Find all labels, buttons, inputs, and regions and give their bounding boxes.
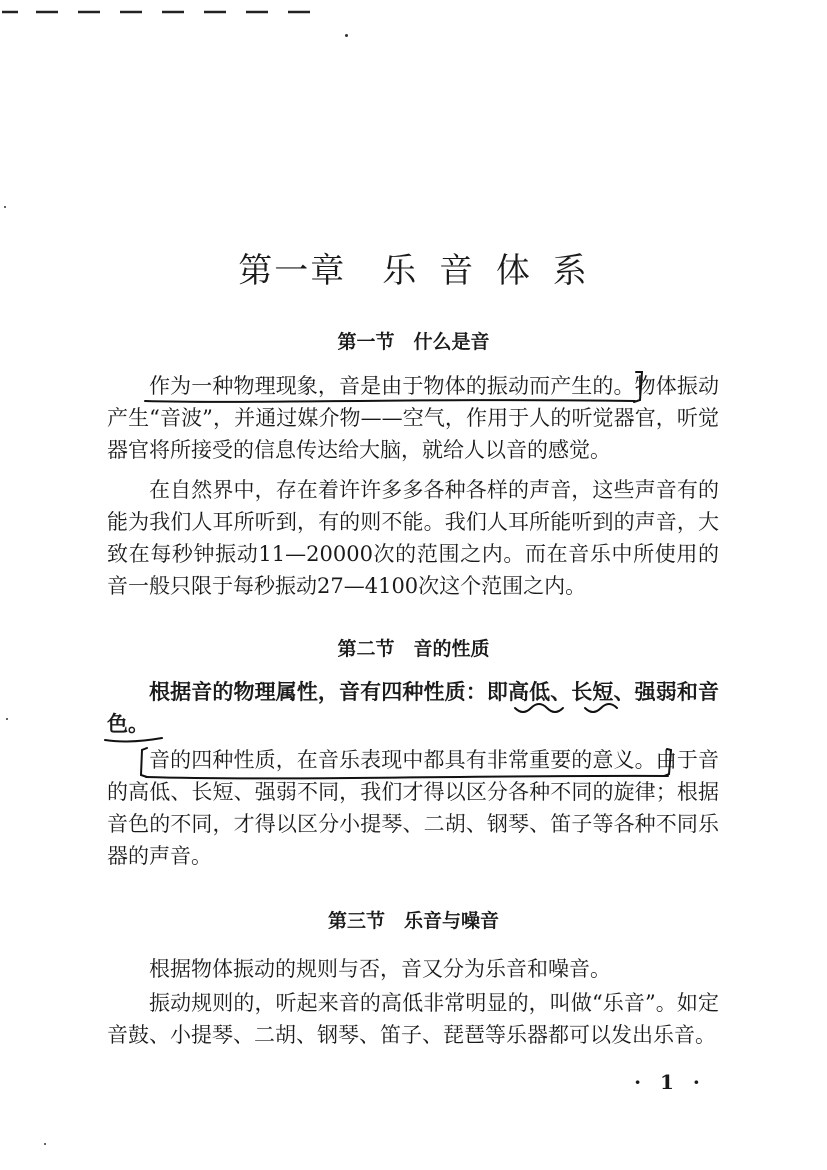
section-2-paragraph-1: 根据音的物理属性，音有四种性质：即高低、长短、强弱和音色。 <box>107 679 719 736</box>
top-dash-artifact <box>0 0 340 18</box>
section-3-paragraph-2: 振动规则的，听起来音的高低非常明显的，叫做“乐音”。如定音鼓、小提琴、二胡、钢琴、笛子、琵琶等乐器都可以发出乐音。 <box>107 991 719 1047</box>
scan-speck <box>4 206 6 208</box>
section-2-paragraph-2: 音的四种性质，在音乐表现中都具有非常重要的意义。由于音的高低、长短、强弱不同，我们才得以区分各种不同的旋律；根据音色的不同，才得以区分小提琴、二胡、钢琴、笛子等各种不同乐器的声音。 <box>107 748 719 868</box>
page-number: · 1 · <box>634 1070 706 1094</box>
scan-speck <box>6 718 8 720</box>
section-3-paragraph-1: 根据物体振动的规则与否，音又分为乐音和噪音。 <box>149 957 611 981</box>
scan-speck <box>345 34 348 37</box>
section-title-3: 第三节 乐音与噪音 <box>327 910 499 932</box>
section-title-1: 第一节 什么是音 <box>337 331 490 353</box>
section-title-2: 第二节 音的性质 <box>337 638 490 660</box>
section-1-paragraph-2: 在自然界中，存在着许许多多各种各样的声音，这些声音有的能为我们人耳所听到，有的则不能。我们人耳所能听到的声音，大致在每秒钟振动11—20000次的范围之内。而在音乐中所使用的音一般只限于每秒振动27—4100次这个范围之内。 <box>107 478 719 598</box>
scan-speck <box>44 1143 46 1145</box>
section-1-paragraph-1: 作为一种物理现象，音是由于物体的振动而产生的。物体振动产生“音波”，并通过媒介物——空气，作用于人的听觉器官，听觉器官将所接受的信息传达给大脑，就给人以音的感觉。 <box>107 374 719 462</box>
chapter-title: 第一章 乐 音 体 系 <box>238 251 589 291</box>
